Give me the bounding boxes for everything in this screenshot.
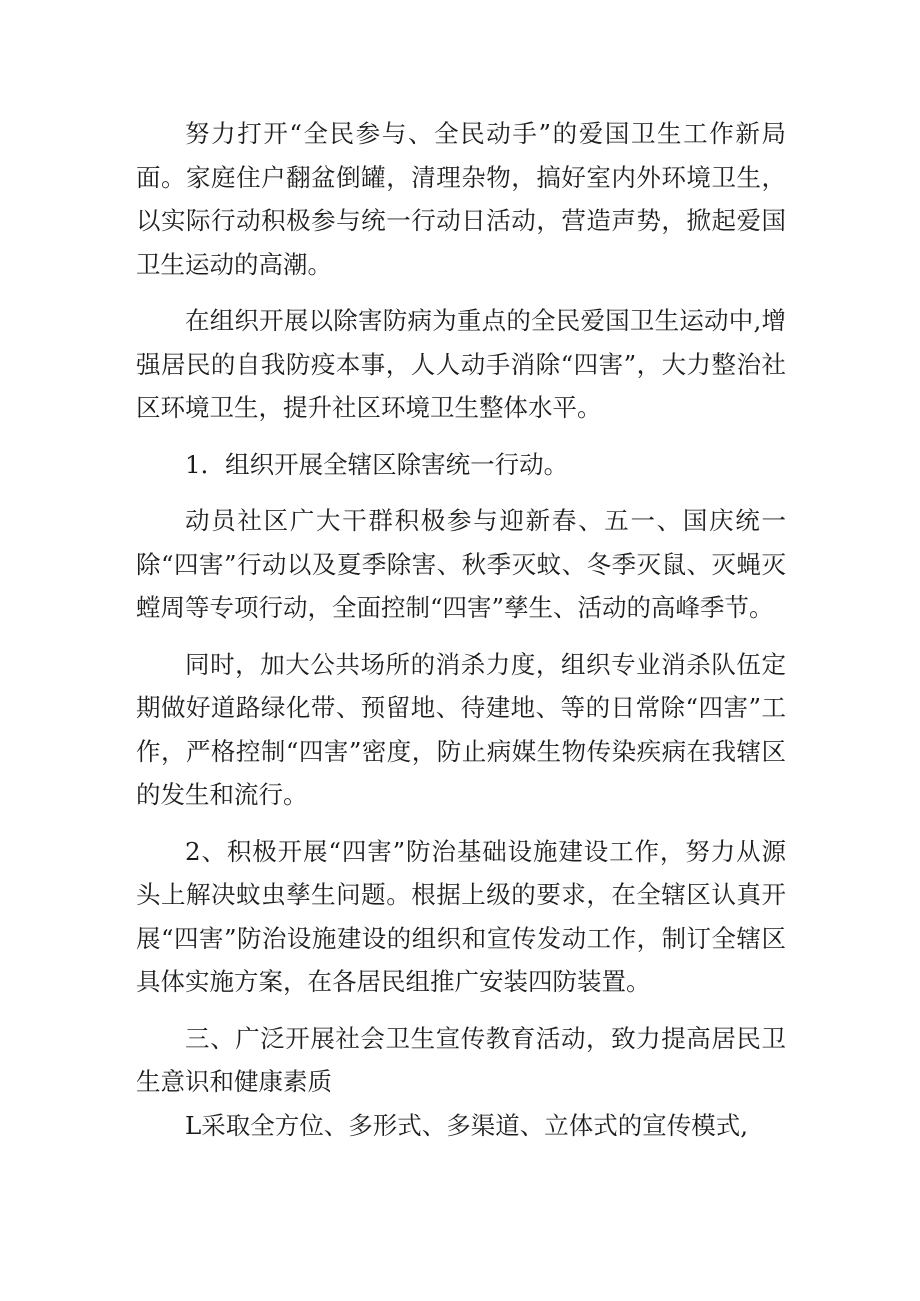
paragraph-1: 努力打开“全民参与、全民动手”的爱国卫生工作新局面。家庭住户翻盆倒罐，清理杂物，搞好室内外环境卫生，以实际行动积极参与统一行动日活动，营造声势，掀起爱国卫生运动的高潮。 (136, 119, 786, 279)
paragraph-3: 1．组织开展全辖区除害统一行动。 (185, 449, 569, 479)
paragraph-6: 2、积极开展“四害”防治基础设施建设工作，努力从源头上解决蚊虫孳生问题。根据上级的要求，在全辖区认真开展“四害”防治设施建设的组织和宣传发动工作，制订全辖区具体实施方案，在各居民组推广安装四防装置。 (136, 836, 786, 996)
paragraph-5: 同时，加大公共场所的消杀力度，组织专业消杀队伍定期做好道路绿化带、预留地、待建地、等的日常除“四害”工作，严格控制“四害”密度，防止病媒生物传染疾病在我辖区的发生和流行。 (136, 649, 786, 809)
paragraph-4: 动员社区广大干群积极参与迎新春、五一、国庆统一除“四害”行动以及夏季除害、秋季灭蚊、冬季灭鼠、灭蝇灭螳周等专项行动，全面控制“四害”孳生、活动的高峰季节。 (136, 506, 786, 622)
section-heading-three: 三、广泛开展社会卫生宣传教育活动，致力提高居民卫生意识和健康素质 (136, 1023, 786, 1096)
paragraph-2: 在组织开展以除害防病为重点的全民爱国卫生运动中,增强居民的自我防疫本事，人人动手消除“四害”，大力整治社区环境卫生，提升社区环境卫生整体水平。 (136, 306, 786, 422)
document-body (136, 112, 786, 1160)
paragraph-8: L采取全方位、多形式、多渠道、立体式的宣传模式, (185, 1110, 749, 1140)
